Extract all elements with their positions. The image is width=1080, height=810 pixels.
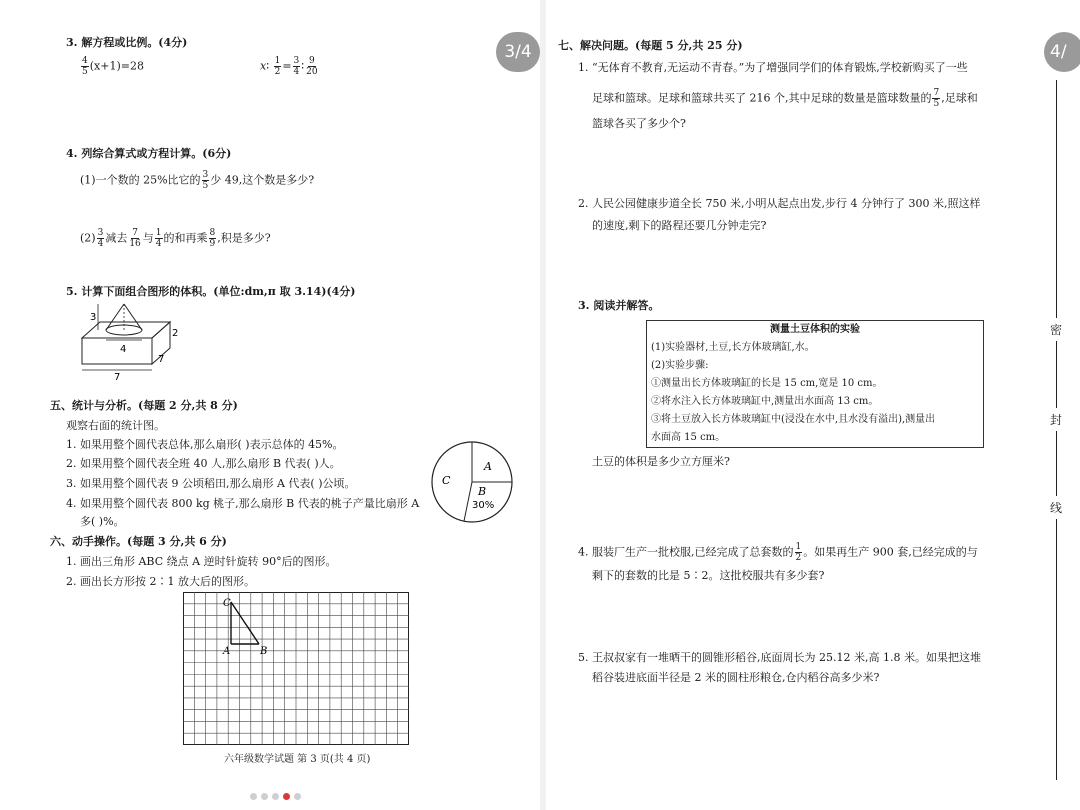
problem-4-line-1: 4. 服装厂生产一批校服,已经完成了总套数的 $\frac{1}{2}$ 。如果再生产 900 套,已经完成的与 (578, 542, 978, 563)
pagination-dot[interactable] (250, 793, 257, 800)
problem-3-question: 土豆的体积是多少立方厘米? (592, 455, 730, 468)
q4-sub-1: (1)一个数的 25%比它的 $\frac{3}{5}$ 少 49,这个数是多少? (80, 170, 315, 191)
dim-diameter: 4 (120, 344, 127, 355)
problem-1-line-1: 1. “无体育不教育,无运动不青春。”为了增强同学们的体育锻炼,学校新购买了一些 (578, 61, 968, 74)
section-5-item-4-cont: 多( )%。 (80, 515, 125, 528)
section-6-item-1: 1. 画出三角形 ABC 绕点 A 逆时针旋转 90°后的图形。 (66, 555, 337, 568)
section-5-item-1: 1. 如果用整个圆代表总体,那么扇形( )表示总体的 45%。 (66, 438, 344, 451)
q3-equation-2: x∶ $\frac{1}{2}$ = $\frac{3}{4}$ ∶ $\frac{9}{20}$ (260, 56, 318, 77)
grid-label-a: A (223, 646, 231, 657)
pie-label-b: B (478, 485, 487, 498)
problem-2-line-2: 的速度,剩下的路程还要几分钟走完? (592, 219, 767, 232)
fraction: $\frac{7}{16}$ (129, 228, 141, 249)
q4-title: 4. 列综合算式或方程计算。(6分) (66, 147, 232, 160)
experiment-line-2: (2)实验步骤: (651, 360, 709, 371)
experiment-line-1: (1)实验器材,土豆,长方体玻璃缸,水。 (651, 342, 815, 353)
seal-char-1: 密 (1050, 318, 1062, 341)
fraction: $\frac{3}{4}$ (97, 228, 104, 249)
pagination-dot-active[interactable] (283, 793, 290, 800)
experiment-line-3: ①测量出长方体玻璃缸的长是 15 cm,宽是 10 cm。 (651, 378, 883, 389)
problem-3-title: 3. 阅读并解答。 (578, 299, 660, 312)
fraction: $\frac{9}{20}$ (306, 56, 318, 77)
q3-title: 3. 解方程或比例。(4分) (66, 36, 188, 49)
experiment-line-5: ③将土豆放入长方体玻璃缸中(浸没在水中,且水没有溢出),测量出 (651, 414, 936, 425)
section-6-title: 六、动手操作。(每题 3 分,共 6 分) (50, 535, 227, 548)
fraction: $\frac{1}{2}$ (795, 542, 802, 563)
fraction: $\frac{8}{9}$ (209, 228, 216, 249)
page-indicator-badge-next[interactable]: 4/ (1044, 32, 1080, 72)
problem-4-line-2: 剩下的套数的比是 5∶2。这批校服共有多少套? (592, 569, 825, 582)
grid-label-c: C (223, 598, 231, 609)
dim-depth: 7 (158, 354, 165, 365)
section-5-intro: 观察右面的统计图。 (66, 419, 165, 432)
experiment-title: 测量土豆体积的实验 (770, 324, 860, 335)
fraction: $\frac{1}{2}$ (274, 56, 281, 77)
fraction: $\frac{4}{5}$ (82, 56, 88, 77)
experiment-line-6: 水面高 15 cm。 (651, 432, 726, 443)
page-footer: 六年级数学试题 第 3 页(共 4 页) (224, 754, 371, 765)
pie-percent-b: 30% (472, 500, 495, 511)
section-5-title: 五、统计与分析。(每题 2 分,共 8 分) (50, 399, 238, 412)
fraction: $\frac{1}{4}$ (155, 228, 162, 249)
seal-char-3: 线 (1050, 496, 1062, 519)
dim-length: 7 (114, 372, 121, 380)
problem-1-line-2: 足球和篮球。足球和篮球共买了 216 个,其中足球的数量是篮球数量的 $\frac{7}{5}$ ,足球和 (592, 88, 978, 109)
experiment-line-4: ②将水注入长方体玻璃缸中,测量出水面高 13 cm。 (651, 396, 879, 407)
grid-label-b: B (260, 646, 268, 657)
cone-cuboid-figure (74, 300, 184, 380)
experiment-box (646, 320, 984, 448)
q5-title: 5. 计算下面组合图形的体积。(单位:dm,π 取 3.14)(4分) (66, 285, 356, 298)
pagination-dot[interactable] (261, 793, 268, 800)
pie-chart (428, 440, 518, 524)
section-5-item-2: 2. 如果用整个圆代表全班 40 人,那么扇形 B 代表( )人。 (66, 457, 341, 470)
dim-cone-height: 3 (90, 312, 97, 323)
dim-box-height: 2 (172, 328, 179, 339)
pie-label-c: C (442, 474, 451, 487)
pie-label-a: A (484, 460, 492, 473)
problem-2-line-1: 2. 人民公园健康步道全长 750 米,小明从起点出发,步行 4 分钟行了 300 米,照这样 (578, 197, 981, 210)
problem-1-line-3: 篮球各买了多少个? (592, 117, 686, 130)
page-indicator-badge[interactable]: 3/4 (496, 32, 540, 72)
section-6-item-2: 2. 画出长方形按 2∶1 放大后的图形。 (66, 575, 255, 588)
pagination-dot[interactable] (272, 793, 279, 800)
fraction: $\frac{7}{5}$ (933, 88, 940, 109)
fraction: $\frac{3}{5}$ (202, 170, 209, 191)
problem-5-line-2: 稻谷装进底面半径是 2 米的圆柱形粮仓,仓内稻谷高多少米? (592, 671, 880, 684)
q3-equation-1: $\frac{4}{5}$ (x+1)=28 (82, 56, 144, 77)
drawing-grid[interactable] (183, 592, 409, 745)
page-pagination-dots (250, 793, 301, 800)
q4-sub-2: (2) $\frac{3}{4}$ 减去 $\frac{7}{16}$ 与 $\frac{1}{4}$ 的和再乘 $\frac{8}{9}$ ,积是多少? (80, 228, 271, 249)
problem-5-line-1: 5. 王叔叔家有一堆晒干的圆锥形稻谷,底面周长为 25.12 米,高 1.8 米。如果把这堆 (578, 651, 981, 664)
section-5-item-3: 3. 如果用整个圆代表 9 公顷稻田,那么扇形 A 代表( )公顷。 (66, 477, 356, 490)
section-5-item-4: 4. 如果用整个圆代表 800 kg 桃子,那么扇形 B 代表的桃子产量比扇形 A (66, 497, 420, 510)
fraction: $\frac{3}{4}$ (293, 56, 300, 77)
pagination-dot[interactable] (294, 793, 301, 800)
section-7-title: 七、解决问题。(每题 5 分,共 25 分) (558, 39, 743, 52)
seal-char-2: 封 (1050, 408, 1062, 431)
